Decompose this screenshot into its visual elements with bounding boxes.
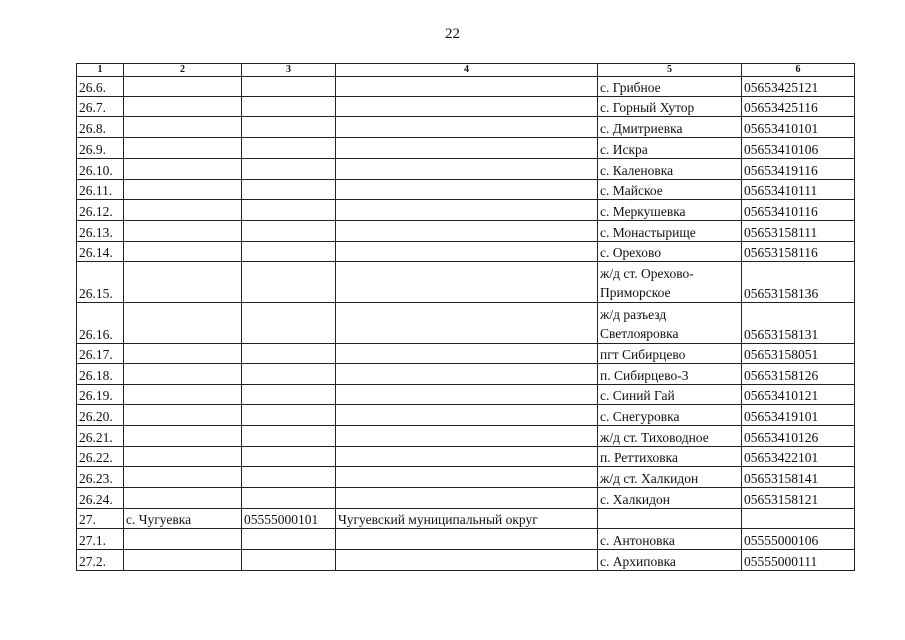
settlement-center-cell [124,221,242,242]
oktmo-code-cell: 05653410111 [742,180,855,200]
settlement-cell: с. Халкидон [598,488,742,509]
oktmo-code-cell: 05653158131 [742,303,855,344]
municipality-cell [336,138,598,159]
oktmo-center-cell [242,344,336,364]
settlement-cell: с. Грибное [598,77,742,97]
municipality-cell [336,180,598,200]
settlement-center-cell [124,138,242,159]
settlement-center-cell [124,550,242,571]
table-row [77,467,855,488]
oktmo-center-cell [242,303,336,344]
settlement-center-cell [124,488,242,509]
settlement-cell: ж/д разъезд Светлояровка [598,303,742,344]
row-number-cell: 26.6. [77,77,124,97]
municipality-cell [336,529,598,550]
table-row [77,344,855,364]
row-number-cell: 27. [77,509,124,529]
settlement-center-cell [124,447,242,467]
settlement-cell: п. Сибирцево-3 [598,364,742,385]
table-row [77,364,855,385]
table-row [77,180,855,200]
row-number-cell: 26.20. [77,405,124,426]
registry-table [76,63,855,571]
settlement-center-cell [124,200,242,221]
oktmo-code-cell: 05653158051 [742,344,855,364]
table-row [77,97,855,117]
settlement-cell: с. Дмитриевка [598,117,742,138]
oktmo-code-cell: 05555000106 [742,529,855,550]
row-number-cell: 26.24. [77,488,124,509]
row-number-cell: 26.21. [77,426,124,447]
settlement-center-cell [124,262,242,303]
oktmo-center-cell [242,467,336,488]
municipality-cell [336,303,598,344]
oktmo-code-cell: 05653158136 [742,262,855,303]
table-row [77,159,855,180]
column-header-2: 2 [124,64,242,77]
oktmo-code-cell: 05653410106 [742,138,855,159]
settlement-cell: с. Архиповка [598,550,742,571]
oktmo-center-cell [242,180,336,200]
row-number-cell: 27.1. [77,529,124,550]
settlement-center-cell [124,364,242,385]
settlement-center-cell [124,385,242,405]
settlement-cell: ж/д ст. Орехово-Приморское [598,262,742,303]
oktmo-code-cell: 05653410101 [742,117,855,138]
municipality-cell [336,488,598,509]
row-number-cell: 26.23. [77,467,124,488]
oktmo-center-cell [242,221,336,242]
settlement-center-cell: с. Чугуевка [124,509,242,529]
table-row [77,405,855,426]
page-number: 22 [445,26,460,42]
table-row [77,447,855,467]
settlement-center-cell [124,405,242,426]
settlement-cell: с. Искра [598,138,742,159]
settlement-center-cell [124,529,242,550]
settlement-cell: с. Антоновка [598,529,742,550]
settlement-center-cell [124,344,242,364]
oktmo-code-cell: 05653419116 [742,159,855,180]
municipality-cell [336,344,598,364]
table-body [77,77,855,571]
column-header-4: 4 [336,64,598,77]
municipality-cell [336,200,598,221]
row-number-cell: 26.18. [77,364,124,385]
oktmo-center-cell [242,550,336,571]
settlement-cell: пгт Сибирцево [598,344,742,364]
settlement-cell: п. Реттиховка [598,447,742,467]
settlement-center-cell [124,426,242,447]
oktmo-code-cell: 05653410126 [742,426,855,447]
oktmo-code-cell: 05555000111 [742,550,855,571]
oktmo-code-cell: 05653158141 [742,467,855,488]
settlement-center-cell [124,117,242,138]
row-number-cell: 26.17. [77,344,124,364]
municipality-cell: Чугуевский муниципальный округ [336,509,598,529]
oktmo-center-cell [242,405,336,426]
oktmo-center-cell [242,242,336,262]
settlement-cell: с. Монастырище [598,221,742,242]
oktmo-center-cell [242,426,336,447]
oktmo-center-cell [242,77,336,97]
municipality-cell [336,97,598,117]
settlement-center-cell [124,159,242,180]
row-number-cell: 26.8. [77,117,124,138]
settlement-center-cell [124,97,242,117]
settlement-center-cell [124,303,242,344]
settlement-center-cell [124,467,242,488]
oktmo-center-cell [242,447,336,467]
table-row [77,550,855,571]
row-number-cell: 26.11. [77,180,124,200]
oktmo-center-cell [242,200,336,221]
settlement-cell: с. Синий Гай [598,385,742,405]
municipality-cell [336,550,598,571]
settlement-cell: с. Каленовка [598,159,742,180]
row-number-cell: 26.16. [77,303,124,344]
column-header-6: 6 [742,64,855,77]
settlement-cell: ж/д ст. Халкидон [598,467,742,488]
oktmo-code-cell: 05653158121 [742,488,855,509]
oktmo-center-cell [242,117,336,138]
settlement-cell: с. Снегуровка [598,405,742,426]
municipality-cell [336,221,598,242]
settlement-cell: с. Майское [598,180,742,200]
table-header-row [77,64,855,77]
settlement-cell: с. Орехово [598,242,742,262]
table-row [77,200,855,221]
municipality-cell [336,426,598,447]
oktmo-center-cell [242,262,336,303]
oktmo-center-cell [242,529,336,550]
settlement-center-cell [124,180,242,200]
oktmo-center-cell [242,138,336,159]
row-number-cell: 27.2. [77,550,124,571]
municipality-cell [336,159,598,180]
table-row [77,303,855,344]
table-row [77,426,855,447]
row-number-cell: 26.19. [77,385,124,405]
oktmo-code-cell: 05653419101 [742,405,855,426]
table-row [77,221,855,242]
municipality-cell [336,77,598,97]
row-number-cell: 26.14. [77,242,124,262]
municipality-cell [336,405,598,426]
municipality-cell [336,242,598,262]
municipality-cell [336,364,598,385]
table-row [77,385,855,405]
table-row [77,242,855,262]
settlement-center-cell [124,242,242,262]
oktmo-code-cell: 05653422101 [742,447,855,467]
municipality-cell [336,117,598,138]
oktmo-center-cell [242,385,336,405]
municipality-cell [336,262,598,303]
row-number-cell: 26.13. [77,221,124,242]
row-number-cell: 26.9. [77,138,124,159]
row-number-cell: 26.22. [77,447,124,467]
oktmo-center-cell: 05555000101 [242,509,336,529]
settlement-center-cell [124,77,242,97]
oktmo-code-cell: 05653158111 [742,221,855,242]
row-number-cell: 26.12. [77,200,124,221]
column-header-3: 3 [242,64,336,77]
oktmo-code-cell: 05653410121 [742,385,855,405]
oktmo-code-cell: 05653425116 [742,97,855,117]
table-row [77,509,855,529]
table-row [77,117,855,138]
settlement-cell: с. Горный Хутор [598,97,742,117]
table-row [77,262,855,303]
municipality-cell [336,447,598,467]
settlement-cell: ж/д ст. Тиховодное [598,426,742,447]
settlement-cell: с. Меркушевка [598,200,742,221]
oktmo-code-cell: 05653158126 [742,364,855,385]
settlement-cell [598,509,742,529]
table-row [77,138,855,159]
oktmo-center-cell [242,364,336,385]
table-row [77,529,855,550]
oktmo-center-cell [242,488,336,509]
table-row [77,77,855,97]
row-number-cell: 26.10. [77,159,124,180]
oktmo-code-cell: 05653158116 [742,242,855,262]
column-header-1: 1 [77,64,124,77]
row-number-cell: 26.15. [77,262,124,303]
municipality-cell [336,385,598,405]
oktmo-center-cell [242,159,336,180]
row-number-cell: 26.7. [77,97,124,117]
municipality-cell [336,467,598,488]
table-row [77,488,855,509]
oktmo-code-cell: 05653410116 [742,200,855,221]
oktmo-center-cell [242,97,336,117]
oktmo-code-cell: 05653425121 [742,77,855,97]
column-header-5: 5 [598,64,742,77]
oktmo-code-cell [742,509,855,529]
